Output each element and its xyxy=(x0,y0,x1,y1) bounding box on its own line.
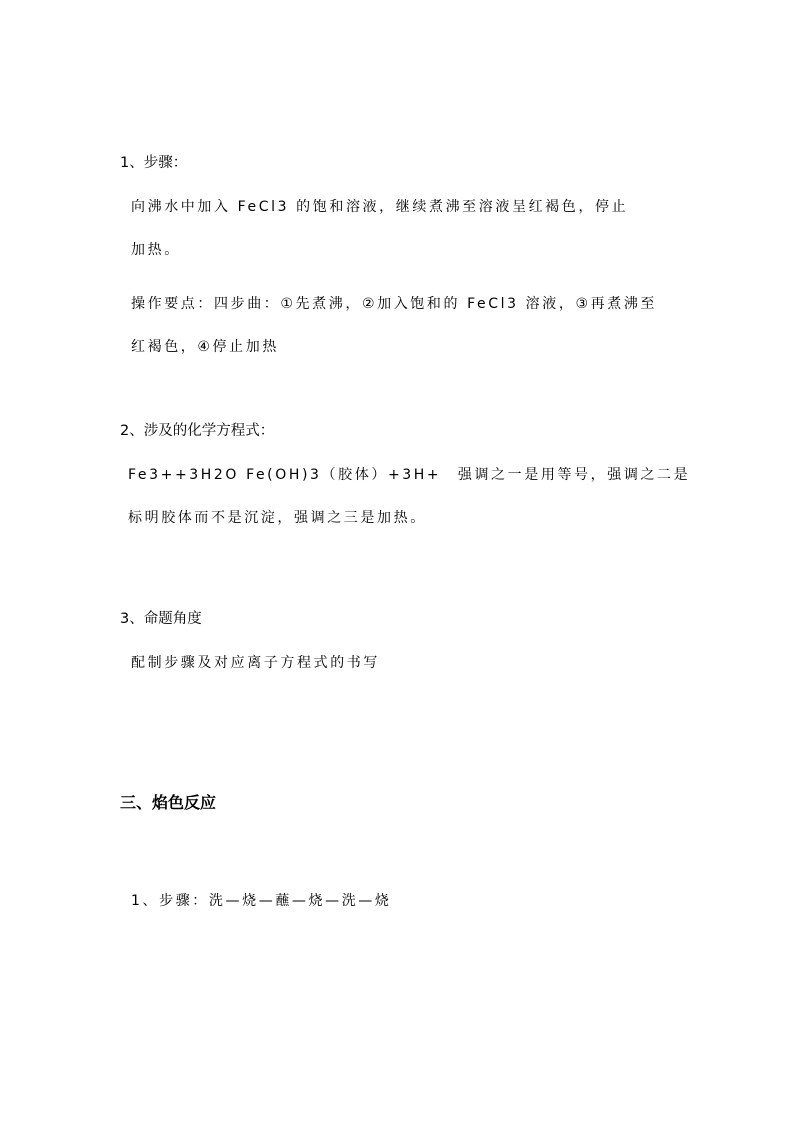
section-2-heading: 2、涉及的化学方程式： xyxy=(120,423,275,439)
section-1-paragraph-1-line-2: 加热。 xyxy=(131,242,181,258)
part-3-item-1: 1、步骤：洗—烧—蘸—烧—洗—烧 xyxy=(131,893,392,909)
section-1-paragraph-2-line-1: 操作要点：四步曲：①先煮沸，②加入饱和的 FeCl3 溶液，③再煮沸至 xyxy=(131,296,658,312)
section-2-equation-line-2: 标明胶体而不是沉淀，强调之三是加热。 xyxy=(128,510,427,526)
section-2-equation-line-1: Fe3++3H2O Fe(OH)3（胶体）+3H+ 强调之一是用等号，强调之二是 xyxy=(128,467,691,483)
section-1-heading: 1、步骤： xyxy=(120,155,188,171)
section-1-paragraph-2-line-2: 红褐色，④停止加热 xyxy=(131,339,279,355)
section-3-heading: 3、命题角度 xyxy=(120,611,202,627)
section-1-paragraph-1-line-1: 向沸水中加入 FeCl3 的饱和溶液，继续煮沸至溶液呈红褐色，停止 xyxy=(131,199,629,215)
part-3-heading: 三、焰色反应 xyxy=(120,793,217,812)
section-3-line-1: 配制步骤及对应离子方程式的书写 xyxy=(131,655,380,671)
